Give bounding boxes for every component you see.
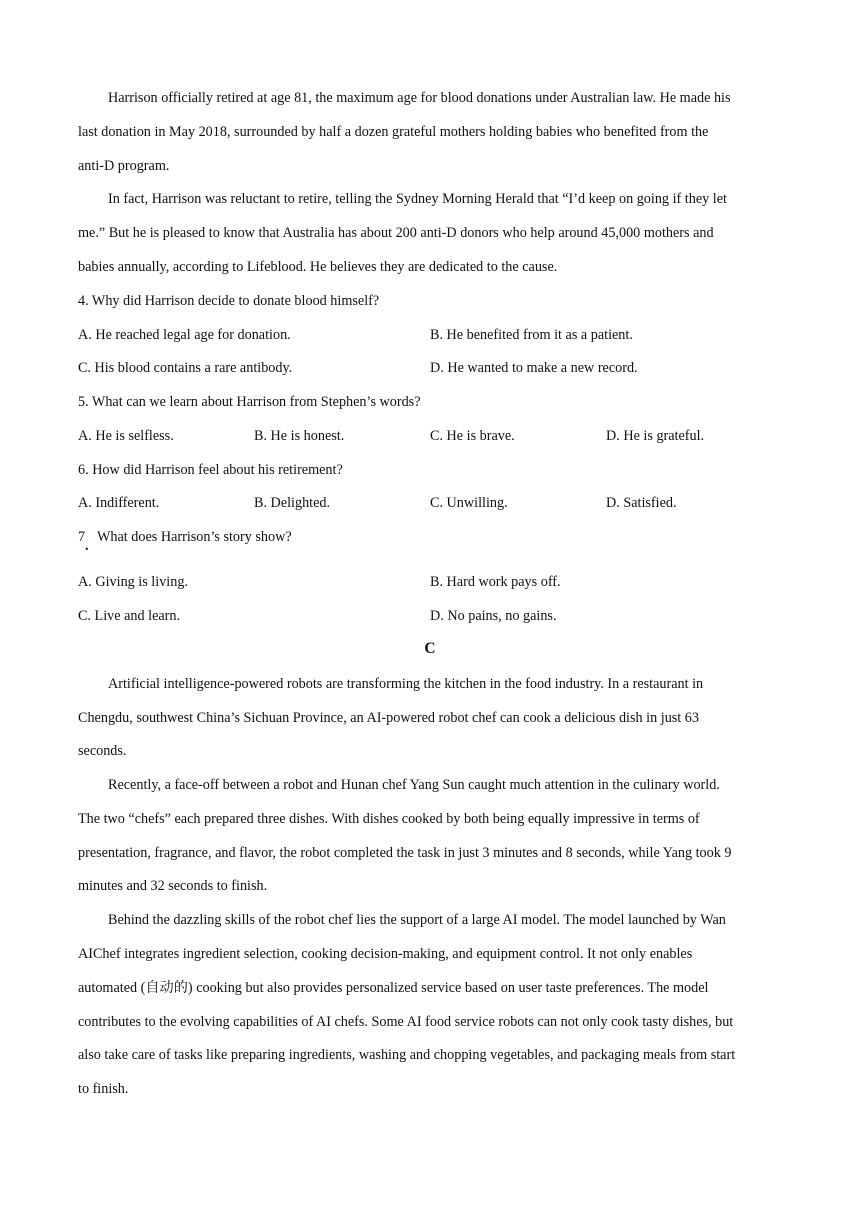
- section-c-p3-line4: contributes to the evolving capabilities of AI chefs. Some AI food service robots can not only cook tasty dishes, but: [78, 1014, 734, 1030]
- question-4-option-b: B. He benefited from it as a patient.: [430, 327, 633, 343]
- section-c-p1-line3: seconds.: [78, 743, 127, 759]
- section-c-p3-line3: automated (自动的) cooking but also provides personalized service based on user taste preferences. The model: [78, 980, 709, 996]
- section-c-p2-line4: minutes and 32 seconds to finish.: [78, 878, 268, 894]
- section-c-p3-line2: AIChef integrates ingredient selection, cooking decision-making, and equipment control. It not only enables: [78, 946, 693, 962]
- question-5-stem: 5. What can we learn about Harrison from Stephen’s words?: [78, 394, 421, 410]
- question-4-option-a: A. He reached legal age for donation.: [78, 327, 291, 343]
- section-c-p3-line1: Behind the dazzling skills of the robot chef lies the support of a large AI model. The model launched by Wan: [108, 912, 726, 928]
- passage-b-p1-line1: Harrison officially retired at age 81, the maximum age for blood donations under Australian law. He made his: [108, 90, 731, 106]
- passage-b-p2-line2: me.” But he is pleased to know that Australia has about 200 anti-D donors who help around 45,000 mothers and: [78, 225, 714, 241]
- question-7-option-a: A. Giving is living.: [78, 574, 188, 590]
- question-7-number: 7: [78, 529, 86, 545]
- passage-b-p2-line3: babies annually, according to Lifeblood. He believes they are dedicated to the cause.: [78, 259, 558, 275]
- question-7-option-d: D. No pains, no gains.: [430, 608, 557, 624]
- section-c-p2-line1: Recently, a face-off between a robot and Hunan chef Yang Sun caught much attention in the culinary world.: [108, 777, 720, 793]
- question-5-option-b: B. He is honest.: [254, 428, 345, 444]
- question-5-option-d: D. He is grateful.: [606, 428, 705, 444]
- question-7-stem: What does Harrison’s story show?: [97, 529, 292, 545]
- question-6-option-a: A. Indifferent.: [78, 495, 160, 511]
- question-5-option-c: C. He is brave.: [430, 428, 515, 444]
- section-c-p1-line2: Chengdu, southwest China’s Sichuan Province, an AI-powered robot chef can cook a delicious dish in just 63: [78, 710, 699, 726]
- question-6-stem: 6. How did Harrison feel about his retirement?: [78, 462, 343, 478]
- question-6-option-d: D. Satisfied.: [606, 495, 677, 511]
- question-4-option-c: C. His blood contains a rare antibody.: [78, 360, 293, 376]
- section-c-heading: C: [424, 640, 436, 657]
- passage-b-p1-line2: last donation in May 2018, surrounded by half a dozen grateful mothers holding babies who benefited from the: [78, 124, 709, 140]
- question-5-option-a: A. He is selfless.: [78, 428, 174, 444]
- question-4-option-d: D. He wanted to make a new record.: [430, 360, 638, 376]
- question-4-stem: 4. Why did Harrison decide to donate blood himself?: [78, 293, 380, 309]
- section-c-p1-line1: Artificial intelligence-powered robots are transforming the kitchen in the food industry. In a restaurant in: [108, 676, 704, 692]
- question-7-dot: .: [85, 538, 89, 554]
- section-c-p2-line3: presentation, fragrance, and flavor, the robot completed the task in just 3 minutes and 8 seconds, while Yang took 9: [78, 845, 732, 861]
- passage-b-p2-line1: In fact, Harrison was reluctant to retire, telling the Sydney Morning Herald that “I’d keep on going if they let: [108, 191, 727, 207]
- section-c-p3-line5: also take care of tasks like preparing ingredients, washing and chopping vegetables, and packaging meals from start: [78, 1047, 736, 1063]
- section-c-p3-line6: to finish.: [78, 1081, 129, 1097]
- question-7-option-b: B. Hard work pays off.: [430, 574, 561, 590]
- passage-b-p1-line3: anti-D program.: [78, 158, 170, 174]
- section-c-p2-line2: The two “chefs” each prepared three dishes. With dishes cooked by both being equally impressive in terms of: [78, 811, 700, 827]
- question-6-option-c: C. Unwilling.: [430, 495, 508, 511]
- question-7-option-c: C. Live and learn.: [78, 608, 181, 624]
- question-6-option-b: B. Delighted.: [254, 495, 331, 511]
